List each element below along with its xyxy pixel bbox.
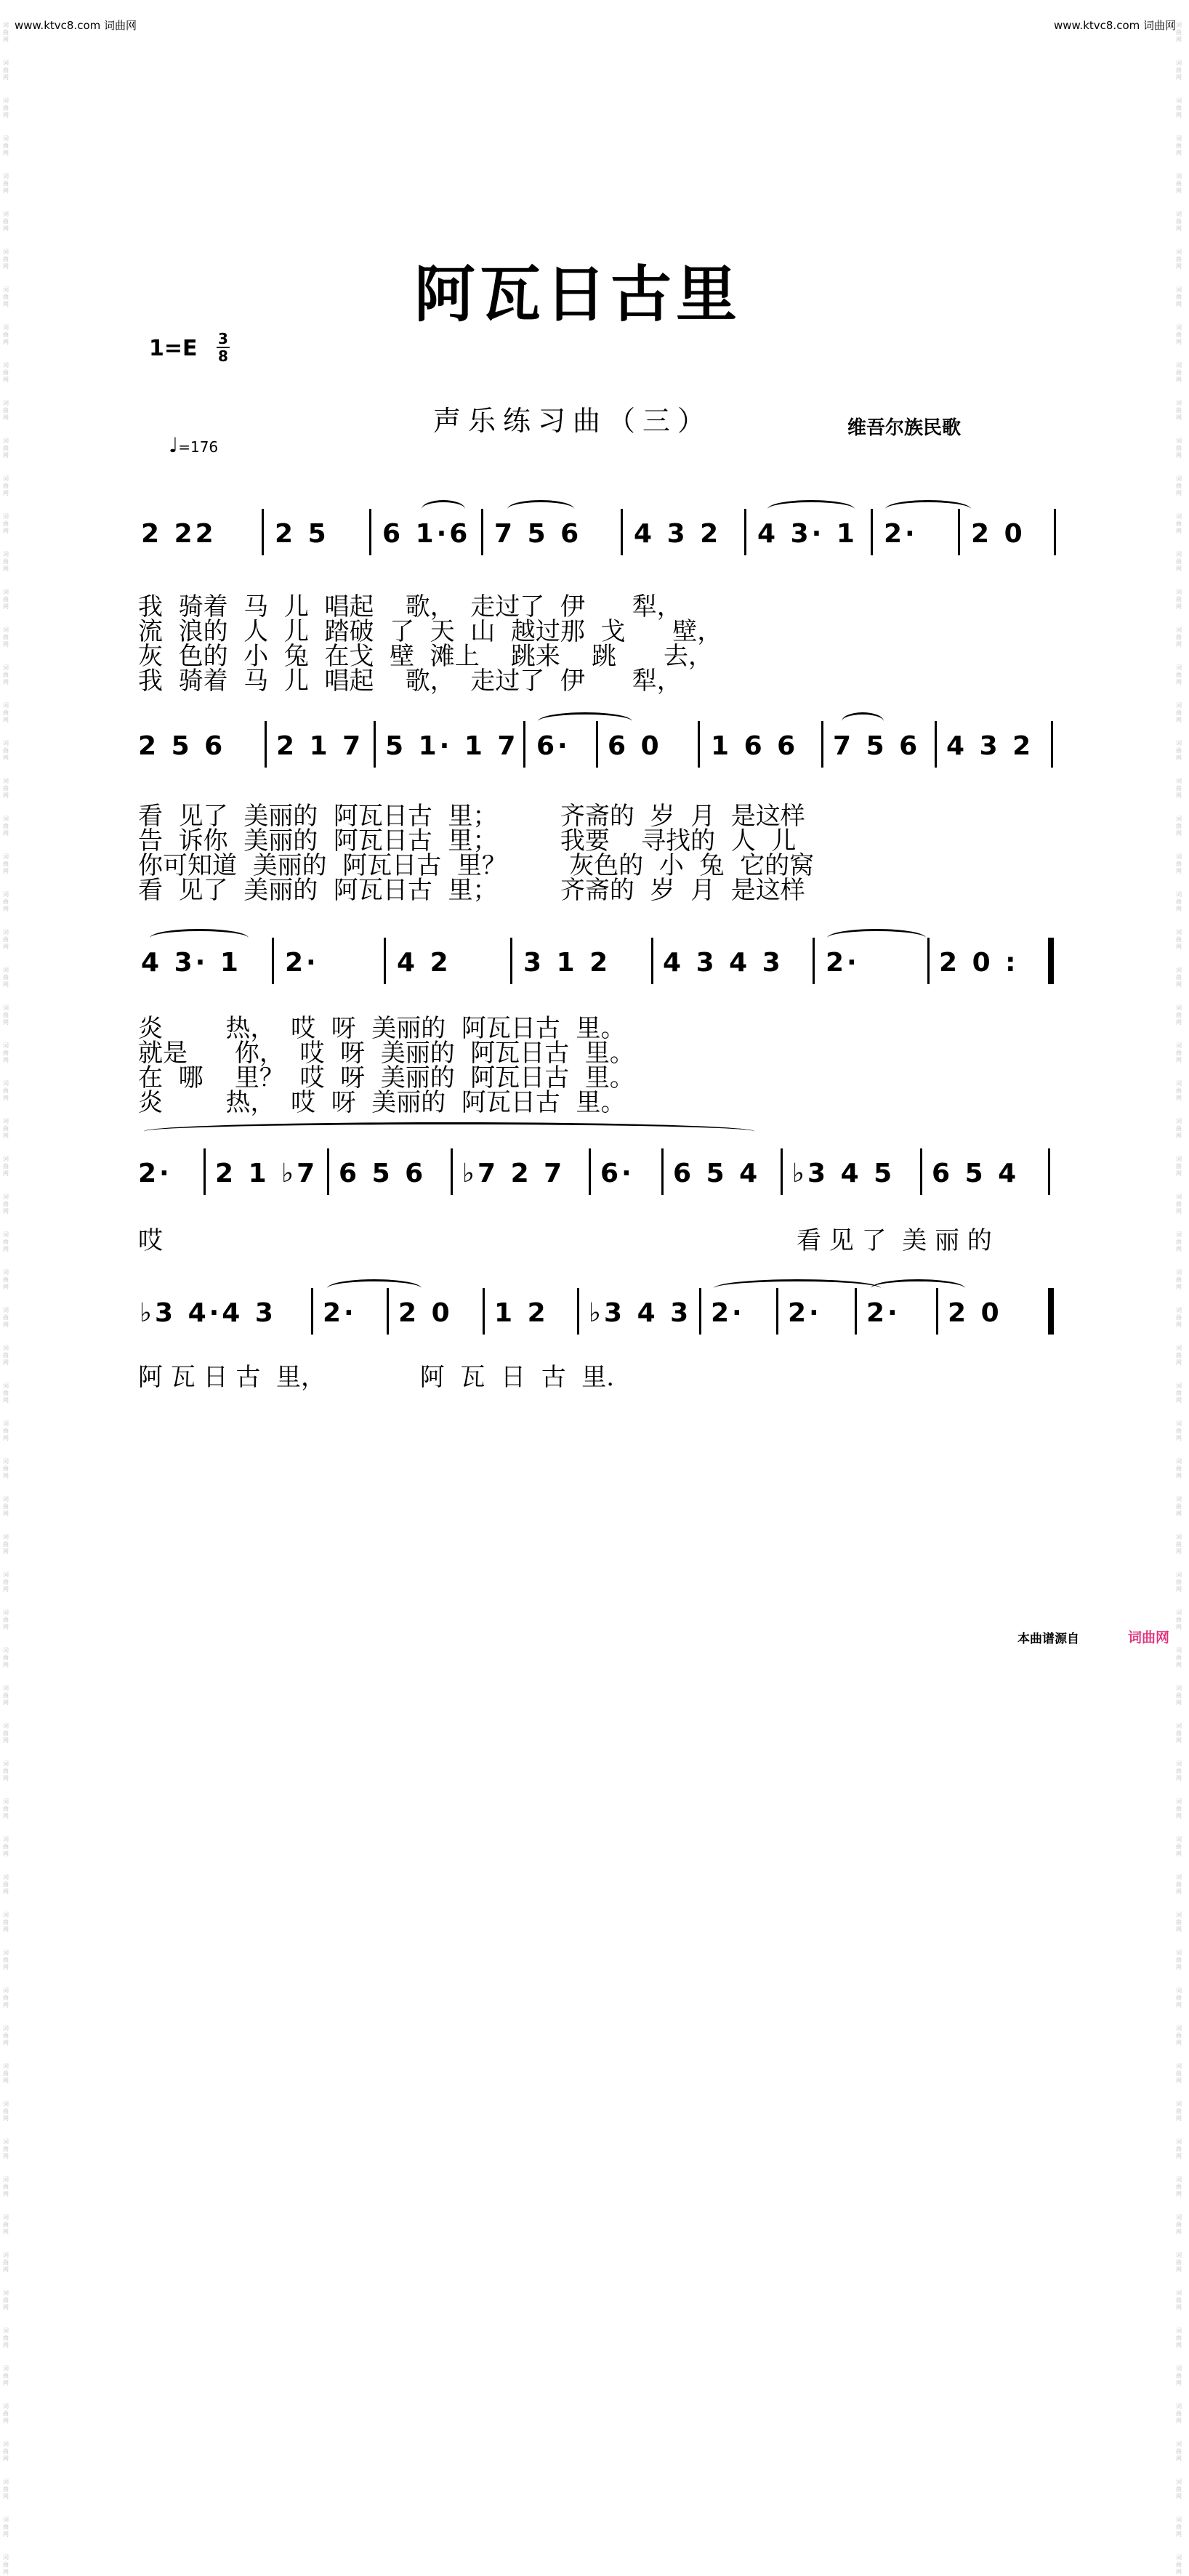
final-barline xyxy=(1048,1288,1054,1335)
watermark-mark: 词曲网 xyxy=(1176,2516,1182,2537)
watermark-mark: 词曲网 xyxy=(3,627,9,648)
watermark-mark: 词曲网 xyxy=(3,1269,9,1290)
watermark-mark: 词曲网 xyxy=(1176,702,1182,723)
watermark-mark: 词曲网 xyxy=(3,211,9,232)
watermark-mark: 词曲网 xyxy=(1176,2063,1182,2084)
watermark-mark: 词曲网 xyxy=(3,362,9,383)
watermark-mark: 词曲网 xyxy=(1176,1647,1182,1668)
watermark-mark: 词曲网 xyxy=(3,2101,9,2122)
barline xyxy=(387,1288,389,1335)
watermark-mark: 词曲网 xyxy=(1176,513,1182,534)
watermark-mark: 词曲网 xyxy=(3,400,9,421)
watermark-mark: 词曲网 xyxy=(3,1458,9,1479)
lyric-line: 看 见 了 美 丽 的 xyxy=(797,1226,992,1255)
slur xyxy=(150,929,249,947)
measure: 4 3 4 3 xyxy=(663,948,783,978)
watermark-mark: 词曲网 xyxy=(3,135,9,156)
lyric-verse-3: 你可知道 美丽的 阿瓦日古 里？ 灰色的 小 兔 它的窝 xyxy=(138,851,815,880)
barline xyxy=(262,509,264,555)
measure: 2 0 xyxy=(948,1298,1002,1328)
measure: 2· xyxy=(323,1298,357,1328)
watermark-mark: 词曲网 xyxy=(3,173,9,194)
watermark-mark: 词曲网 xyxy=(3,2063,9,2084)
measure: ♭3 4·4 3 xyxy=(140,1298,276,1328)
watermark-mark: 词曲网 xyxy=(1176,22,1182,43)
watermark-mark: 词曲网 xyxy=(1176,2025,1182,2046)
measure: 3 1 2 xyxy=(523,948,611,978)
watermark-mark: 词曲网 xyxy=(3,2554,9,2575)
watermark-mark: 词曲网 xyxy=(3,1496,9,1517)
composer: 维吾尔族民歌 xyxy=(847,417,962,439)
watermark-mark: 词曲网 xyxy=(3,2176,9,2197)
watermark-mark: 词曲网 xyxy=(3,2516,9,2537)
barline xyxy=(523,721,525,768)
watermark-mark: 词曲网 xyxy=(1176,2290,1182,2311)
watermark-mark: 词曲网 xyxy=(1176,816,1182,837)
barline xyxy=(776,1288,778,1335)
watermark-mark: 词曲网 xyxy=(3,589,9,610)
slur xyxy=(422,500,465,518)
barline xyxy=(1048,1148,1050,1195)
watermark-mark: 词曲网 xyxy=(3,1647,9,1668)
watermark-mark: 词曲网 xyxy=(3,1912,9,1933)
watermark-mark: 词曲网 xyxy=(1176,1194,1182,1215)
watermark-mark: 词曲网 xyxy=(3,967,9,988)
watermark-mark: 词曲网 xyxy=(3,2441,9,2462)
watermark-mark: 词曲网 xyxy=(1176,1760,1182,1782)
watermark-mark: 词曲网 xyxy=(1176,2479,1182,2500)
lyric-line: 阿 瓦 日 古 里， 阿 瓦 日 古 里. xyxy=(138,1363,614,1392)
watermark-mark: 词曲网 xyxy=(1176,438,1182,459)
source-label: 本曲谱源自 xyxy=(1017,1632,1079,1646)
watermark-mark: 词曲网 xyxy=(3,324,9,345)
measure: 2· xyxy=(285,948,319,978)
watermark-mark: 词曲网 xyxy=(3,1874,9,1895)
barline xyxy=(510,938,512,984)
barline xyxy=(384,938,386,984)
watermark-mark: 词曲网 xyxy=(3,2327,9,2348)
barline xyxy=(481,509,483,555)
tie xyxy=(327,1279,422,1297)
watermark-mark: 词曲网 xyxy=(3,2025,9,2046)
barline xyxy=(813,938,815,984)
barline xyxy=(936,1288,938,1335)
barline xyxy=(958,509,960,555)
watermark-mark: 词曲网 xyxy=(1176,1345,1182,1366)
watermark-mark: 词曲网 xyxy=(3,2214,9,2235)
lyric-verse-3: 灰 色的 小 兔 在戈 壁 滩上 跳来 跳 去， xyxy=(138,642,713,671)
lyric-verse-1: 炎 热， 哎 呀 美丽的 阿瓦日古 里。 xyxy=(138,1014,626,1043)
watermark-mark: 词曲网 xyxy=(1176,1005,1182,1026)
tie xyxy=(871,1279,965,1297)
watermark-mark: 词曲网 xyxy=(3,513,9,534)
slur xyxy=(842,712,884,730)
watermark-mark: 词曲网 xyxy=(3,60,9,81)
measure: ♭3 4 3 xyxy=(589,1298,692,1328)
measure: 4 3 2 xyxy=(946,731,1034,761)
watermark-mark: 词曲网 xyxy=(1176,1534,1182,1555)
watermark-mark: 词曲网 xyxy=(3,1534,9,1555)
watermark-mark: 词曲网 xyxy=(3,1723,9,1744)
watermark-mark: 词曲网 xyxy=(3,702,9,723)
watermark-mark: 词曲网 xyxy=(3,475,9,496)
watermark-mark: 词曲网 xyxy=(1176,211,1182,232)
slur xyxy=(507,500,574,518)
watermark-mark: 词曲网 xyxy=(1176,664,1182,685)
barline xyxy=(374,721,376,768)
watermark-mark: 词曲网 xyxy=(3,1382,9,1404)
watermark-mark: 词曲网 xyxy=(1176,1382,1182,1404)
barline xyxy=(589,1148,591,1195)
watermark-mark: 词曲网 xyxy=(3,1080,9,1101)
watermark-mark: 词曲网 xyxy=(3,551,9,572)
measure: 2 1 7 xyxy=(276,731,364,761)
watermark-mark: 词曲网 xyxy=(1176,967,1182,988)
measure: ♭7 2 7 xyxy=(462,1159,565,1188)
watermark-mark: 词曲网 xyxy=(3,1231,9,1252)
lyrics-block-5 xyxy=(138,1365,1032,1390)
song-title: 阿瓦日古里 xyxy=(414,258,741,330)
watermark-mark: 词曲网 xyxy=(1176,1609,1182,1630)
watermark-mark: 词曲网 xyxy=(1176,400,1182,421)
measure: 7 5 6 xyxy=(494,519,582,549)
barline xyxy=(651,938,653,984)
watermark-mark: 词曲网 xyxy=(3,286,9,307)
header-site-left[interactable]: www.ktvc8.com 词曲网 xyxy=(15,19,137,32)
measure: 2 0 : xyxy=(939,948,1019,978)
subtitle: 声乐练习曲（三） xyxy=(433,405,713,437)
notation-system-3 xyxy=(137,938,1060,1003)
watermark-mark: 词曲网 xyxy=(3,1571,9,1593)
measure: ♭3 4 5 xyxy=(792,1159,895,1188)
barline xyxy=(821,721,823,768)
watermark-mark: 词曲网 xyxy=(1176,1874,1182,1895)
watermark-mark: 词曲网 xyxy=(3,2403,9,2424)
barline xyxy=(781,1148,783,1195)
watermark-mark: 词曲网 xyxy=(3,2365,9,2386)
watermark-mark: 词曲网 xyxy=(3,1118,9,1139)
watermark-mark: 词曲网 xyxy=(3,1798,9,1819)
notation-system-4 xyxy=(137,1148,1060,1214)
watermark-mark: 词曲网 xyxy=(1176,589,1182,610)
measure: 1 6 6 xyxy=(711,731,799,761)
barline xyxy=(621,509,623,555)
barline xyxy=(920,1148,922,1195)
watermark-mark: 词曲网 xyxy=(1176,1458,1182,1479)
lyric-verse-2: 流 浪的 人 儿 踏破 了 天 山 越过那 戈 壁， xyxy=(138,617,722,646)
watermark-mark: 词曲网 xyxy=(1176,1269,1182,1290)
watermark-mark: 词曲网 xyxy=(1176,778,1182,799)
watermark-mark: 词曲网 xyxy=(1176,929,1182,950)
watermark-mark: 词曲网 xyxy=(3,2252,9,2273)
watermark-mark: 词曲网 xyxy=(1176,2138,1182,2160)
lyric-verse-4: 炎 热， 哎 呀 美丽的 阿瓦日古 里。 xyxy=(138,1088,626,1117)
watermark-mark: 词曲网 xyxy=(3,853,9,874)
watermark-mark: 词曲网 xyxy=(1176,1420,1182,1441)
watermark-mark: 词曲网 xyxy=(1176,1231,1182,1252)
lyric-verse-2: 就是 你， 哎 呀 美丽的 阿瓦日古 里。 xyxy=(138,1039,634,1068)
lyrics-block-1 xyxy=(138,592,1032,696)
lyric-interjection: 哎 xyxy=(138,1226,163,1255)
watermark-mark: 词曲网 xyxy=(3,1194,9,1215)
watermark-mark: 词曲网 xyxy=(1176,551,1182,572)
watermark-mark: 词曲网 xyxy=(1176,2214,1182,2235)
measure: 2· xyxy=(826,948,860,978)
watermark-mark: 词曲网 xyxy=(3,2290,9,2311)
tempo-marking xyxy=(169,433,218,457)
watermark-mark: 词曲网 xyxy=(1176,60,1182,81)
time-signature-bottom: 8 xyxy=(218,347,228,365)
barline xyxy=(272,938,274,984)
slur xyxy=(767,500,855,518)
barline xyxy=(577,1288,579,1335)
watermark-mark: 词曲网 xyxy=(3,22,9,43)
watermark-mark: 词曲网 xyxy=(1176,2365,1182,2386)
measure: 6· xyxy=(600,1159,634,1188)
watermark-mark: 词曲网 xyxy=(3,249,9,270)
lyric-verse-1: 看 见了 美丽的 阿瓦日古 里； 齐斋的 岁 月 是这样 xyxy=(138,802,805,831)
measure: 2 22 xyxy=(141,519,217,549)
watermark-mark: 词曲网 xyxy=(1176,627,1182,648)
watermark-mark: 词曲网 xyxy=(3,664,9,685)
watermark-mark: 词曲网 xyxy=(1176,1685,1182,1706)
watermark-mark: 词曲网 xyxy=(3,1987,9,2008)
watermark-mark: 词曲网 xyxy=(1176,324,1182,345)
barline xyxy=(855,1288,857,1335)
barline xyxy=(935,721,937,768)
measure: 7 5 6 xyxy=(833,731,921,761)
watermark-mark: 词曲网 xyxy=(3,97,9,118)
watermark-mark: 词曲网 xyxy=(1176,97,1182,118)
watermark-mark: 词曲网 xyxy=(3,1836,9,1857)
time-signature xyxy=(215,331,231,363)
tempo-value: =176 xyxy=(178,438,219,456)
lyric-verse-3: 在 哪 里？ 哎 呀 美丽的 阿瓦日古 里。 xyxy=(138,1063,634,1092)
measure: 2 1 ♭7 xyxy=(215,1159,318,1188)
watermark-mark: 词曲网 xyxy=(1176,740,1182,761)
watermark-mark: 词曲网 xyxy=(1176,1987,1182,2008)
watermark-mark: 词曲网 xyxy=(1176,1723,1182,1744)
watermark-mark: 词曲网 xyxy=(3,2479,9,2500)
watermark-mark: 词曲网 xyxy=(3,1156,9,1177)
measure: 2· xyxy=(138,1159,172,1188)
watermark-mark: 词曲网 xyxy=(1176,2176,1182,2197)
barline xyxy=(327,1148,329,1195)
header-site-right[interactable]: www.ktvc8.com 词曲网 xyxy=(1054,19,1177,32)
watermark-mark: 词曲网 xyxy=(1176,475,1182,496)
watermark-mark: 词曲网 xyxy=(1176,1949,1182,1971)
tie xyxy=(538,712,632,730)
barline xyxy=(483,1288,485,1335)
watermark-mark: 词曲网 xyxy=(1176,1307,1182,1328)
watermark-mark: 词曲网 xyxy=(1176,2101,1182,2122)
measure: 6 5 4 xyxy=(932,1159,1020,1188)
measure: 2· xyxy=(788,1298,822,1328)
watermark-mark: 词曲网 xyxy=(1176,1156,1182,1177)
measure: 2 0 xyxy=(398,1298,453,1328)
lyrics-block-2 xyxy=(138,804,1032,903)
watermark-mark: 词曲网 xyxy=(1176,1571,1182,1593)
watermark-mark: 词曲网 xyxy=(1176,2403,1182,2424)
time-signature-top: 3 xyxy=(218,330,228,347)
barline xyxy=(1051,721,1053,768)
watermark-mark: 词曲网 xyxy=(1176,286,1182,307)
barline xyxy=(661,1148,664,1195)
barline xyxy=(927,938,930,984)
barline xyxy=(1054,509,1056,555)
measure: 6 5 6 xyxy=(339,1159,427,1188)
measure: 4 3 2 xyxy=(634,519,722,549)
watermark-mark: 词曲网 xyxy=(3,1609,9,1630)
watermark-mark: 词曲网 xyxy=(1176,2554,1182,2575)
measure: 6· xyxy=(536,731,571,761)
watermark-mark: 词曲网 xyxy=(1176,1118,1182,1139)
quarter-note-icon: ♩ xyxy=(169,433,179,457)
measure: 6 0 xyxy=(608,731,662,761)
measure: 5 1· 1 7 xyxy=(385,731,519,761)
barline xyxy=(744,509,746,555)
watermark-mark: 词曲网 xyxy=(3,1420,9,1441)
notation-system-5 xyxy=(137,1288,1060,1353)
barline xyxy=(871,509,873,555)
watermark-mark: 词曲网 xyxy=(3,740,9,761)
lyric-verse-4: 看 见了 美丽的 阿瓦日古 里； 齐斋的 岁 月 是这样 xyxy=(138,876,805,905)
barline xyxy=(698,721,700,768)
measure: 2 5 6 xyxy=(138,731,226,761)
measure: 6 1·6 xyxy=(382,519,471,549)
measure: 6 5 4 xyxy=(673,1159,761,1188)
watermark-mark: 词曲网 xyxy=(1176,1836,1182,1857)
watermark-mark: 词曲网 xyxy=(1176,1080,1182,1101)
watermark-mark: 词曲网 xyxy=(3,1760,9,1782)
watermark-mark: 词曲网 xyxy=(3,929,9,950)
key-signature: 1=E xyxy=(149,336,198,361)
measure: 2 0 xyxy=(971,519,1025,549)
watermark-mark: 词曲网 xyxy=(1176,853,1182,874)
watermark-mark: 词曲网 xyxy=(1176,362,1182,383)
watermark-mark: 词曲网 xyxy=(3,778,9,799)
barline xyxy=(369,509,371,555)
barline xyxy=(699,1288,701,1335)
watermark-mark: 词曲网 xyxy=(1176,1912,1182,1933)
lyrics-block-3 xyxy=(138,1016,1032,1115)
watermark-mark: 词曲网 xyxy=(1176,1042,1182,1063)
barline xyxy=(203,1148,206,1195)
watermark-mark: 词曲网 xyxy=(1176,173,1182,194)
tie xyxy=(827,929,926,947)
watermark-mark: 词曲网 xyxy=(1176,1798,1182,1819)
watermark-mark: 词曲网 xyxy=(1176,2252,1182,2273)
watermark-mark: 词曲网 xyxy=(1176,1496,1182,1517)
measure: 1 2 xyxy=(494,1298,549,1328)
barline xyxy=(311,1288,313,1335)
measure: 2· xyxy=(711,1298,745,1328)
notation-system-2 xyxy=(137,721,1060,786)
watermark-mark: 词曲网 xyxy=(3,2138,9,2160)
watermark-mark: 词曲网 xyxy=(1176,891,1182,912)
watermark-mark: 词曲网 xyxy=(3,816,9,837)
watermark-mark: 词曲网 xyxy=(3,1042,9,1063)
watermark-mark: 词曲网 xyxy=(1176,2327,1182,2348)
lyric-verse-4: 我 骑着 马 儿 唱起 歌， 走过了 伊 犁， xyxy=(138,667,682,696)
watermark-mark: 词曲网 xyxy=(3,891,9,912)
watermark-mark: 词曲网 xyxy=(1176,135,1182,156)
watermark-mark: 词曲网 xyxy=(3,1345,9,1366)
measure: 4 2 xyxy=(397,948,451,978)
lyric-verse-2: 告 诉你 美丽的 阿瓦日古 里； 我要 寻找的 人 儿 xyxy=(138,826,797,856)
notation-system-1 xyxy=(137,509,1060,574)
watermark-mark: 词曲网 xyxy=(1176,2441,1182,2462)
barline xyxy=(265,721,267,768)
watermark-mark: 词曲网 xyxy=(3,1685,9,1706)
measure: 4 3· 1 xyxy=(757,519,858,549)
barline xyxy=(596,721,598,768)
watermark-mark: 词曲网 xyxy=(3,1949,9,1971)
watermark-mark: 词曲网 xyxy=(3,1005,9,1026)
barline xyxy=(451,1148,453,1195)
phrase-slur xyxy=(144,1122,754,1140)
site-logo-text[interactable]: 词曲网 xyxy=(1128,1630,1170,1646)
watermark-mark: 词曲网 xyxy=(3,438,9,459)
measure: 2· xyxy=(884,519,918,549)
watermark-mark: 词曲网 xyxy=(3,1307,9,1328)
repeat-end-barline xyxy=(1048,938,1054,984)
watermark-mark: 词曲网 xyxy=(1176,249,1182,270)
measure: 4 3· 1 xyxy=(141,948,241,978)
right-watermark-strip xyxy=(1176,22,1186,2575)
measure: 2· xyxy=(866,1298,900,1328)
measure: 2 5 xyxy=(275,519,329,549)
lyric-verse-1: 我 骑着 马 儿 唱起 歌， 走过了 伊 犁， xyxy=(138,592,682,621)
